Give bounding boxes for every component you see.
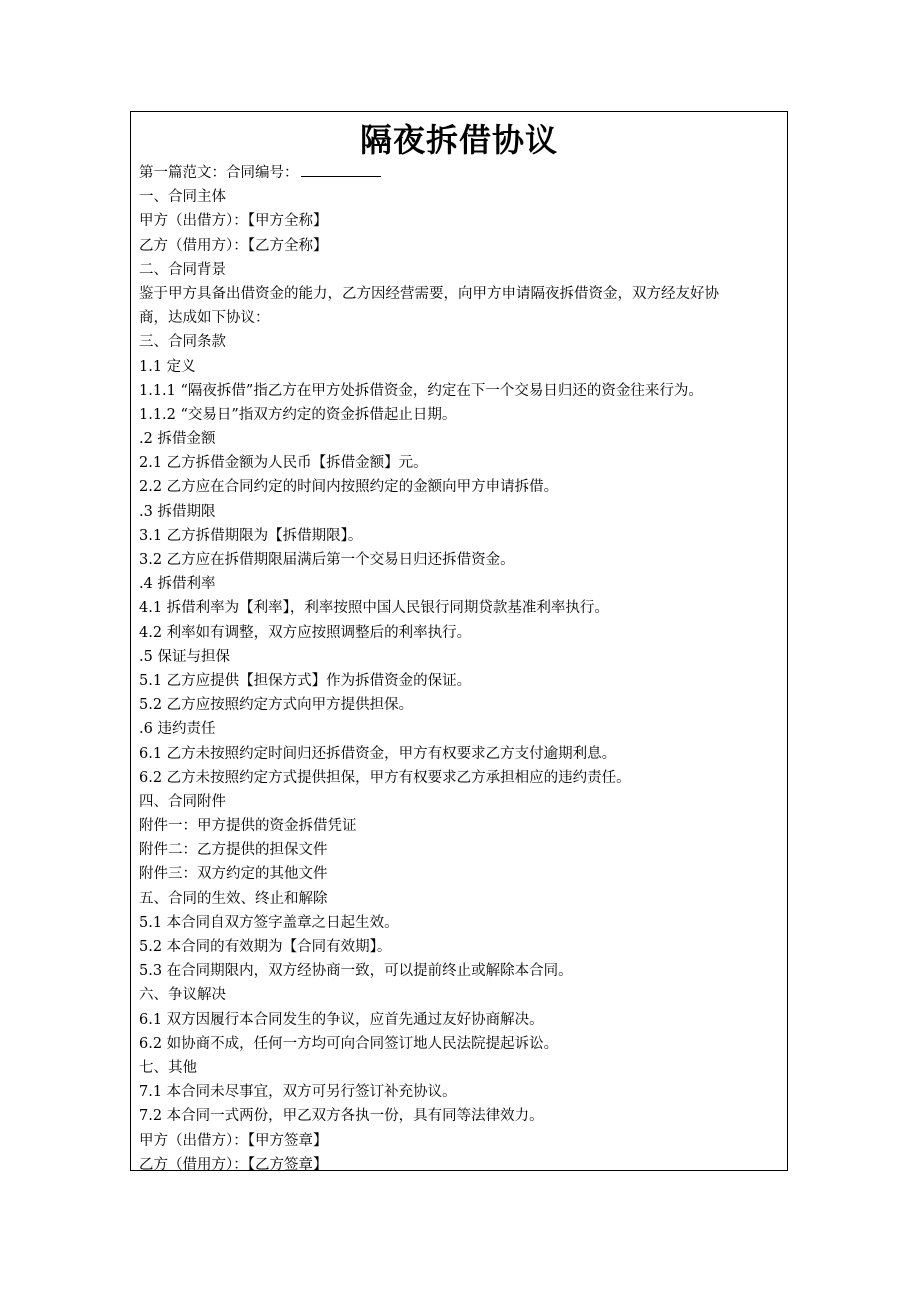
document-line: 5.2 本合同的有效期为【合同有效期】。: [139, 939, 392, 955]
document-line: 4.2 利率如有调整，双方应按照调整后的利率执行。: [139, 624, 472, 641]
document-frame: [130, 111, 788, 1171]
document-line: .6 违约责任: [139, 721, 216, 738]
document-title: 隔夜拆借协议: [359, 121, 558, 159]
document-line: 4.1 拆借利率为【利率】，利率按照中国人民银行同期贷款基准利率执行。: [139, 600, 609, 617]
document-line: 六、争议解决: [139, 987, 226, 1004]
document-line: 1.1 定义: [139, 358, 196, 375]
document-line: 3.1 乙方拆借期限为【拆借期限】。: [139, 527, 363, 544]
document-line: 附件一：甲方提供的资金拆借凭证: [139, 818, 357, 835]
document-line: 5.1 本合同自双方签字盖章之日起生效。: [139, 914, 399, 931]
document-line: 3.2 乙方应在拆借期限届满后第一个交易日归还拆借资金。: [139, 552, 515, 568]
contract-number-line: [139, 161, 779, 185]
contract-number-blank: [301, 162, 381, 177]
document-line: 5.1 乙方应提供【担保方式】作为拆借资金的保证。: [139, 672, 472, 689]
document-line: 6.1 双方因履行本合同发生的争议，应首先通过友好协商解决。: [139, 1011, 544, 1028]
document-line: .5 保证与担保: [139, 648, 230, 665]
document-line: 7.1 本合同未尽事宜，双方可另行签订补充协议。: [139, 1084, 457, 1101]
document-line: 五、合同的生效、终止和解除: [139, 890, 328, 907]
document-line: 甲方（出借方）：【甲方全称】: [139, 213, 328, 230]
document-line: 附件三：双方约定的其他文件: [139, 866, 328, 883]
document-body: [139, 161, 779, 1177]
document-line: 七、其他: [139, 1059, 197, 1076]
document-line: 6.2 如协商不成，任何一方均可向合同签订地人民法院提起诉讼。: [139, 1035, 559, 1052]
document-line: 一、合同主体: [139, 189, 226, 206]
document-line: 2.2 乙方应在合同约定的时间内按照约定的金额向甲方申请拆借。: [139, 479, 559, 496]
document-line: 1.1.2 “交易日”指双方约定的资金拆借起止日期。: [139, 406, 457, 423]
document-line: 二、合同背景: [139, 261, 226, 278]
document-line: 6.1 乙方未按照约定时间归还拆借资金，甲方有权要求乙方支付逾期利息。: [139, 745, 617, 762]
document-line: 商，达成如下协议：: [139, 310, 270, 327]
document-line: .2 拆借金额: [139, 431, 216, 448]
document-line: 2.1 乙方拆借金额为人民币【拆借金额】元。: [139, 455, 428, 472]
document-line: 附件二：乙方提供的担保文件: [139, 842, 328, 859]
document-line: .4 拆借利率: [139, 576, 216, 593]
document-line: 四、合同附件: [139, 793, 226, 810]
document-line: 5.2 乙方应按照约定方式向甲方提供担保。: [139, 697, 414, 714]
document-line: 7.2 本合同一式两份，甲乙双方各执一份，具有同等法律效力。: [139, 1108, 544, 1125]
document-line: 5.3 在合同期限内，双方经协商一致，可以提前终止或解除本合同。: [139, 963, 573, 980]
document-line: .3 拆借期限: [139, 503, 216, 520]
document-line: 乙方（借用方）：【乙方签章】: [139, 1156, 328, 1173]
document-line: 鉴于甲方具备出借资金的能力，乙方因经营需要，向甲方申请隔夜拆借资金，双方经友好协: [139, 285, 719, 302]
document-line: 甲方（出借方）：【甲方签章】: [139, 1132, 328, 1149]
document-line: 6.2 乙方未按照约定方式提供担保，甲方有权要求乙方承担相应的违约责任。: [139, 769, 631, 786]
document-line: 1.1.1 “隔夜拆借”指乙方在甲方处拆借资金，约定在下一个交易日归还的资金往来行为。: [139, 382, 703, 399]
contract-number-label: 第一篇范文：合同编号：: [139, 165, 299, 181]
document-line: 三、合同条款: [139, 334, 226, 351]
document-line: 乙方（借用方）：【乙方全称】: [139, 237, 328, 254]
